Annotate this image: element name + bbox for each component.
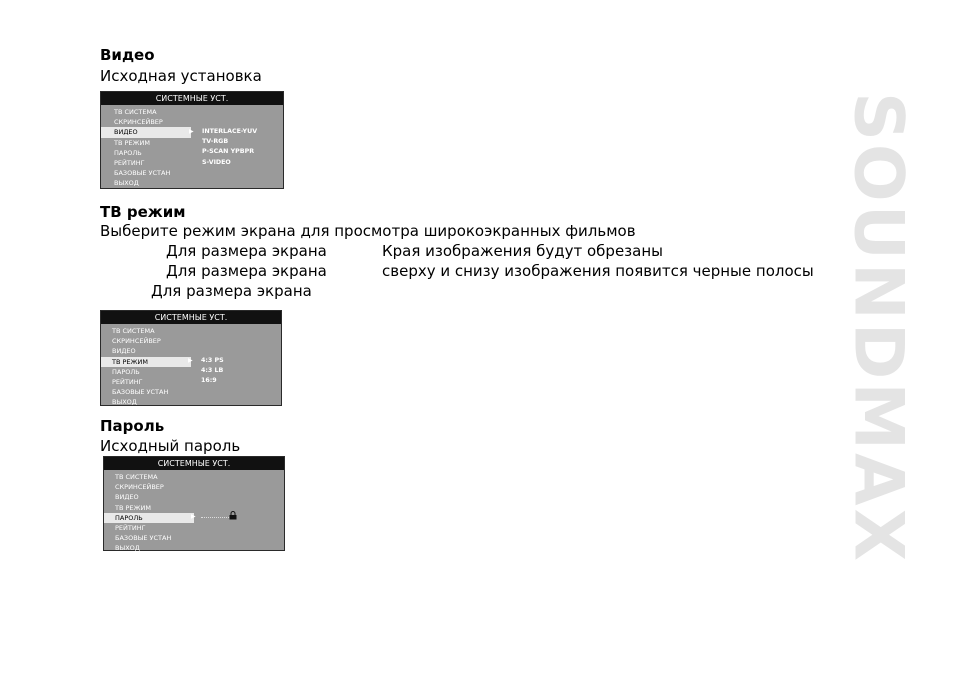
menu-item-password[interactable]: ПАРОЛЬ	[114, 148, 142, 157]
menu-item-tv-system[interactable]: ТВ СИСТЕМА	[114, 108, 157, 116]
menu-item-rating[interactable]: РЕЙТИНГ	[114, 158, 145, 167]
menu-item-video[interactable]: ВИДЕО	[115, 493, 139, 502]
menu-item-password[interactable]: ПАРОЛЬ	[112, 367, 140, 376]
menu-item-video[interactable]: ВИДЕО	[112, 347, 136, 356]
osd-header: СИСТЕМНЫЕ УСТ.	[101, 311, 281, 324]
option-4-3-ps[interactable]: 4:3 PS	[201, 357, 224, 364]
menu-item-exit[interactable]: ВЫХОД	[112, 398, 137, 407]
option-tv-rgb[interactable]: TV-RGB	[202, 138, 229, 146]
menu-item-screensaver[interactable]: СКРИНСЕЙВЕР	[115, 483, 164, 492]
menu-item-tv-system[interactable]: ТВ СИСТЕМА	[115, 473, 158, 481]
menu-item-screensaver[interactable]: СКРИНСЕЙВЕР	[112, 337, 161, 346]
option-s-video[interactable]: S-VIDEO	[202, 158, 231, 166]
menu-item-tv-mode[interactable]: ТВ РЕЖИМ	[114, 138, 150, 147]
menu-item-exit[interactable]: ВЫХОД	[115, 544, 140, 553]
menu-item-screensaver[interactable]: СКРИНСЕЙВЕР	[114, 118, 163, 127]
option-4-3-lb[interactable]: 4:3 LB	[201, 367, 224, 375]
section-title-tv-mode: ТВ режим	[100, 203, 186, 221]
menu-item-exit[interactable]: ВЫХОД	[114, 179, 139, 188]
osd-header: СИСТЕМНЫЕ УСТ.	[101, 92, 283, 105]
osd-menu-tv-mode	[100, 310, 282, 406]
section-title-password: Пароль	[100, 417, 165, 435]
menu-item-defaults[interactable]: БАЗОВЫЕ УСТАН	[112, 388, 169, 397]
password-placeholder-dots[interactable]	[201, 517, 229, 518]
option-interlace-yuv[interactable]: INTERLACE-YUV	[202, 128, 258, 135]
osd-menu-list	[101, 326, 281, 408]
section-subtitle-password: Исходный пароль	[100, 437, 241, 455]
menu-item-rating[interactable]: РЕЙТИНГ	[115, 523, 146, 532]
section-description-tv-mode: Выберите режим экрана для просмотра широкоэкранных фильмов	[100, 222, 636, 240]
osd-options-video	[202, 127, 257, 168]
screen-size-text-1: Края изображения будут обрезаны	[382, 242, 663, 260]
menu-item-rating[interactable]: РЕЙТИНГ	[112, 377, 143, 386]
menu-item-defaults[interactable]: БАЗОВЫЕ УСТАН	[115, 534, 172, 543]
osd-menu-password	[103, 456, 285, 551]
menu-item-defaults[interactable]: БАЗОВЫЕ УСТАН	[114, 169, 171, 178]
section-title-video: Видео	[100, 46, 155, 64]
menu-item-tv-mode[interactable]: ТВ РЕЖИМ	[115, 503, 151, 512]
section-subtitle-video: Исходная установка	[100, 67, 262, 85]
option-p-scan-ypbpr[interactable]: P-SCAN YPBPR	[202, 148, 255, 156]
screen-size-label-2: Для размера экрана	[166, 262, 327, 280]
screen-size-label-1: Для размера экрана	[166, 242, 327, 260]
arrow-right-icon: ▶	[191, 513, 196, 520]
osd-header: СИСТЕМНЫЕ УСТ.	[104, 457, 284, 470]
menu-item-tv-mode[interactable]: ТВ РЕЖИМ	[101, 357, 191, 367]
screen-size-text-2: сверху и снизу изображения появится черные полосы	[382, 262, 814, 280]
arrow-right-icon: ▶	[189, 128, 194, 135]
osd-menu-video	[100, 91, 284, 189]
menu-item-tv-system[interactable]: ТВ СИСТЕМА	[112, 327, 155, 335]
menu-item-password[interactable]: ПАРОЛЬ	[104, 513, 194, 523]
osd-options-tv-mode	[201, 356, 224, 387]
lock-icon	[229, 511, 237, 520]
screen-size-label-3: Для размера экрана	[151, 282, 312, 300]
option-16-9[interactable]: 16:9	[201, 377, 217, 385]
menu-item-video[interactable]: ВИДЕО	[101, 127, 191, 137]
brand-logo: SOUNDMAX	[838, 91, 918, 565]
arrow-right-icon: ▶	[188, 357, 193, 364]
